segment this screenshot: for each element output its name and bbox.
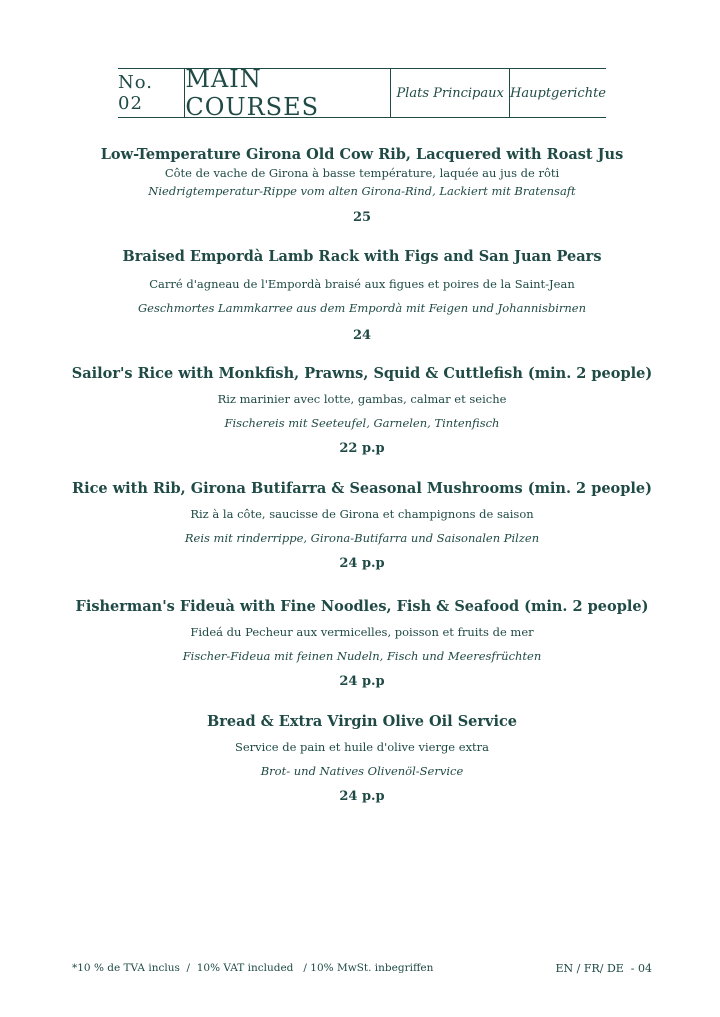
dish-name-de: Fischer-Fideua mit feinen Nudeln, Fisch und Meeresfrüchten <box>182 649 542 663</box>
menu-item <box>60 247 664 343</box>
dish-name-en: Braised Empordà Lamb Rack with Figs and San Juan Pears <box>122 248 602 265</box>
dish-price: 22 p.p <box>339 441 385 456</box>
section-title: MAIN COURSES <box>185 69 391 117</box>
dish-name-fr: Service de pain et huile d'olive vierge extra <box>234 740 490 754</box>
dish-name-de: Niedrigtemperatur-Rippe vom alten Girona-Rind, Lackiert mit Bratensaft <box>148 184 576 198</box>
vat-note: *10 % de TVA inclus / 10% VAT included / 10% MwSt. inbegriffen <box>72 962 434 974</box>
dish-name-de: Geschmortes Lammkarree aus dem Empordà mit Feigen und Johannisbirnen <box>137 301 587 315</box>
menu-item <box>60 597 664 689</box>
section-title-fr: Plats Principaux <box>391 69 510 117</box>
dish-name-en: Sailor's Rice with Monkfish, Prawns, Squid & Cuttlefish (min. 2 people) <box>71 365 653 382</box>
dish-name-de: Fischereis mit Seeteufel, Garnelen, Tintenfisch <box>224 416 500 430</box>
dish-name-fr: Fideá du Pecheur aux vermicelles, poisson et fruits de mer <box>190 625 534 639</box>
menu-item <box>60 364 664 456</box>
menu-item <box>60 146 664 225</box>
dish-name-en: Bread & Extra Virgin Olive Oil Service <box>206 713 518 730</box>
dish-price: 24 p.p <box>339 789 385 804</box>
dish-price: 24 p.p <box>339 556 385 571</box>
dish-name-en: Fisherman's Fideuà with Fine Noodles, Fish & Seafood (min. 2 people) <box>75 598 649 615</box>
dish-name-fr: Riz à la côte, saucisse de Girona et champignons de saison <box>190 507 534 521</box>
section-title-de: Hauptgerichte <box>510 85 606 101</box>
dish-name-de: Brot- und Natives Olivenöl-Service <box>260 764 464 778</box>
dish-name-fr: Carré d'agneau de l'Empordà braisé aux figues et poires de la Saint-Jean <box>149 277 575 291</box>
page-info: EN / FR/ DE - 04 <box>555 962 652 975</box>
dish-price: 24 p.p <box>339 674 385 689</box>
dish-name-fr: Riz marinier avec lotte, gambas, calmar et seiche <box>217 392 507 406</box>
dish-name-de: Reis mit rinderrippe, Girona-Butifarra und Saisonalen Pilzen <box>184 531 540 545</box>
dish-price: 24 <box>352 328 372 343</box>
section-number: No. 02 <box>118 69 185 117</box>
dish-price: 25 <box>352 210 372 225</box>
menu-item <box>60 712 664 804</box>
menu-item <box>60 479 664 571</box>
dish-name-en: Rice with Rib, Girona Butifarra & Seasonal Mushrooms (min. 2 people) <box>72 480 652 497</box>
section-header <box>118 65 606 121</box>
dish-name-en: Low-Temperature Girona Old Cow Rib, Lacquered with Roast Jus <box>100 146 624 163</box>
dish-name-fr: Côte de vache de Girona à basse température, laquée au jus de rôti <box>164 166 560 180</box>
